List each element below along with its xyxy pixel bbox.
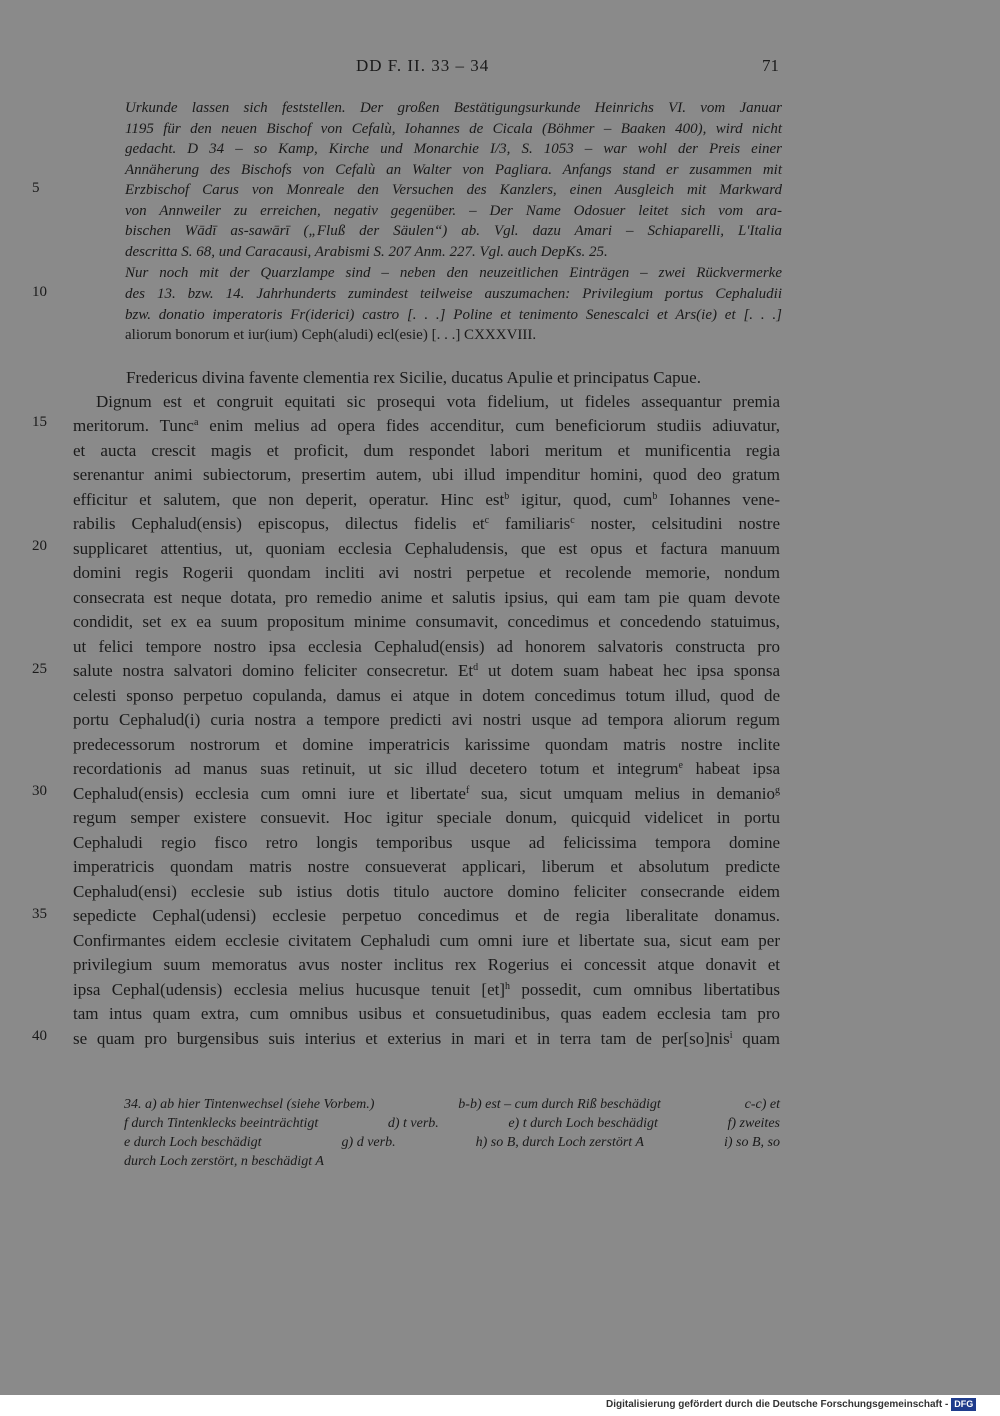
line-number: 5	[32, 180, 40, 196]
preamble-line: 1195 für den neuen Bischof von Cefalù, Iohannes de Cicala (Böhmer – Baaken 400), wird nicht	[125, 121, 782, 137]
preamble-line: Annäherung des Bischofs von Cefalù an Walter von Pagliara. Anfangs stand er zusammen mit	[125, 162, 782, 178]
line-number: 40	[32, 1028, 47, 1044]
preamble-line: Erzbischof Carus von Monreale den Versuchen des Kanzlers, einen Ausgleich mit Markward	[125, 182, 782, 198]
text-line: ipsa Cephal(udensis) ecclesia melius hucusque tenuit [et]$^h$ possedit, cum omnibus libertatibus	[73, 980, 780, 999]
footnote: h) so B, durch Loch zerstört A	[475, 1135, 644, 1150]
text-line: serenantur animi subiectorum, presertim autem, ubi illud impenditur homini, quod deo gratum	[73, 465, 780, 484]
text-line: Confirmantes eidem ecclesie civitatem Cephaludi cum omni iure et libertate sua, sicut eam per	[73, 931, 780, 950]
footnote-mark: d	[473, 662, 479, 673]
footnote-mark: c	[570, 515, 575, 526]
text-line: regum semper existere consuevit. Hoc igitur speciale donum, quicquid videlicet in portu	[73, 808, 780, 827]
footnote-mark: a	[193, 417, 199, 428]
preamble-line: gedacht. D 34 – so Kamp, Kirche und Monarchie I/3, S. 1053 – war wohl der Preis einer	[125, 141, 782, 157]
text-line: rabilis Cephalud(ensis) episcopus, dilectus fidelis $et^c$ familiaris$^c$ noster, celsitudini nostre	[73, 514, 781, 533]
footnote: i) so B, so	[724, 1135, 780, 1150]
footnote: 34. a) ab hier Tintenwechsel (siehe Vorbem.)	[124, 1097, 375, 1112]
text-line: Cephalud(ensi) ecclesie sub istius dotis titulo auctore domino feliciter consecrande eidem	[73, 882, 780, 901]
footnote-mark: g	[774, 785, 780, 796]
text-line: Cephaludi regio fisco retro longis temporibus usque ad felicissima tempora domine	[73, 833, 780, 852]
footnote: f) zweites	[727, 1116, 780, 1131]
running-header	[0, 56, 1000, 80]
preamble-line: bzw. donatio imperatoris Fr(iderici) castro [. . .] Poline et tenimento Senescalci et Ars(ie) et [. . .]	[125, 307, 782, 323]
text-line: et aucta crescit magis et proficit, dum respondet labori meritum et munificentia regia	[73, 441, 780, 460]
footnote-mark: b	[652, 491, 658, 502]
footnote-line	[124, 1133, 780, 1152]
footnote-line	[124, 1095, 780, 1114]
text-line: ut felici tempore nostro ipsa ecclesia Cephalud(ensis) ad honorem salvatoris constructa pro	[73, 637, 780, 656]
footnote: c-c) et	[744, 1097, 780, 1112]
page-number: 71	[762, 56, 779, 75]
line-number: 15	[32, 414, 47, 430]
footnote: b-b) est – cum durch Riß beschädigt	[458, 1097, 661, 1112]
footnote-mark: e	[678, 760, 683, 771]
preamble-line: von Annweiler zu erreichen, negativ gegenüber. – Der Name Odosuer leitet sich vom ara-	[125, 203, 782, 219]
digitization-credit	[606, 1397, 976, 1413]
footnote: d) t verb.	[387, 1116, 439, 1131]
footnote: f durch Tintenklecks beeinträchtigt	[124, 1116, 319, 1131]
preamble-line: descritta S. 68, und Caracausi, Arabismi S. 207 Anm. 227. Vgl. auch DepKs. 25.	[125, 244, 608, 260]
text-line: domini regis Rogerii quondam incliti avi nostri perpetue et recolende memorie, nondum	[73, 563, 780, 582]
dfg-logo: DFG	[951, 1398, 976, 1411]
footnote-mark: i	[729, 1030, 733, 1041]
footnote-mark: h	[505, 981, 511, 992]
footnote-mark: c	[484, 515, 490, 526]
header-title: DD F. II. 33 – 34	[356, 56, 490, 75]
text-line: Dignum est et congruit equitati sic prosequi vota fidelium, ut fideles assequantur premia	[96, 392, 780, 411]
line-number: 10	[32, 284, 47, 300]
preamble-line: Nur noch mit der Quarzlampe sind – neben den neuzeitlichen Einträgen – zwei Rückvermerke	[125, 265, 782, 281]
text-line: portu Cephalud(i) curia nostra a tempore predicti avi nostri usque ad tempora aliorum regum	[73, 710, 780, 729]
text-line: tam intus quam extra, cum omnibus usibus et consuetudinibus, quas eadem ecclesia tam pro	[73, 1004, 780, 1023]
footnote-line	[124, 1114, 780, 1133]
text-line: Cephalud(ensis) ecclesia cum omni iure et libertate$^f$ sua, sicut umquam melius in demanio$^g$	[73, 784, 780, 803]
text-line: celesti sponso perpetuo copulanda, damus ei atque in dotem concedimus totum illud, quod de	[73, 686, 780, 705]
preamble-line: des 13. bzw. 14. Jahrhunderts zumindest teilweise auszumachen: Privilegium portus Cephaludii	[125, 286, 782, 302]
preamble-line: bischen Wādī as-sawārī („Fluß der Säulen“) ab. Vgl. dazu Amari – Schiaparelli, L'Italia	[125, 223, 782, 239]
text-line: recordationis ad manus suas retinuit, ut sic illud decetero totum et integrum$^e$ habeat ipsa	[73, 759, 780, 778]
text-line: privilegium suum memoratus avus noster inclitus rex Rogerius ei concessit atque donavit et	[73, 955, 780, 974]
line-number: 30	[32, 783, 47, 799]
intitulatio: Fredericus divina favente clementia rex Sicilie, ducatus Apulie et principatus Capue.	[126, 368, 701, 387]
text-line: se quam pro burgensibus suis interius et exterius in mari et in terra tam de per[so]nis$^i$ quam	[73, 1029, 780, 1048]
text-line: predecessorum nostrorum et domine imperatricis karissime quondam matris nostre inclite	[73, 735, 780, 754]
preamble-line: Urkunde lassen sich feststellen. Der großen Bestätigungsurkunde Heinrichs VI. vom Januar	[125, 100, 782, 116]
credit-text: Digitalisierung gefördert durch die Deutsche Forschungsgemeinschaft -	[606, 1399, 949, 1410]
text-line: consecrata est neque dotata, pro remedio anime et salutis ipsius, qui eam tam pie quam devote	[73, 588, 780, 607]
text-line: condidit, set ex ea suum propositum minime consumavit, concedimus et concedendo statuimus,	[73, 612, 780, 631]
preamble-line: aliorum bonorum et iur(ium) Ceph(aludi) ecl(esie) [. . .] CXXXVIII.	[125, 327, 537, 343]
line-number: 35	[32, 906, 47, 922]
text-line: sepedicte Cephal(udensi) ecclesie perpetuo concedimus et de regia liberalitate donamus.	[73, 906, 780, 925]
line-number: 20	[32, 538, 47, 554]
line-number: 25	[32, 661, 47, 677]
text-line: imperatricis quondam matris nostre consueverat applicari, liberum et absolutum predicte	[73, 857, 780, 876]
text-line: efficitur et salutem, que non deperit, operatur. Hinc est$^b$ igitur, quod, cum$^b$ Iohannes vene-	[73, 490, 780, 509]
footnote: e) t durch Loch beschädigt	[508, 1116, 658, 1131]
text-line: salute nostra salvatori domino feliciter consecretur. Et$^d$ ut dotem suam habeat hec ipsa sponsa	[73, 661, 780, 680]
text-line: meritorum. Tunc$^a$ enim melius ad opera fides accenditur, cum beneficiorum studiis adiuvatur,	[73, 416, 780, 435]
footnote-line: durch Loch zerstört, n beschädigt A	[124, 1154, 324, 1169]
footnote: e durch Loch beschädigt	[124, 1135, 262, 1150]
text-line: supplicaret attentius, ut, quoniam ecclesia Cephaludensis, que est opus et factura manuum	[73, 539, 780, 558]
footnote: g) d verb.	[341, 1135, 396, 1150]
footnote-mark: b	[504, 491, 510, 502]
footnote-mark: f	[465, 785, 470, 796]
